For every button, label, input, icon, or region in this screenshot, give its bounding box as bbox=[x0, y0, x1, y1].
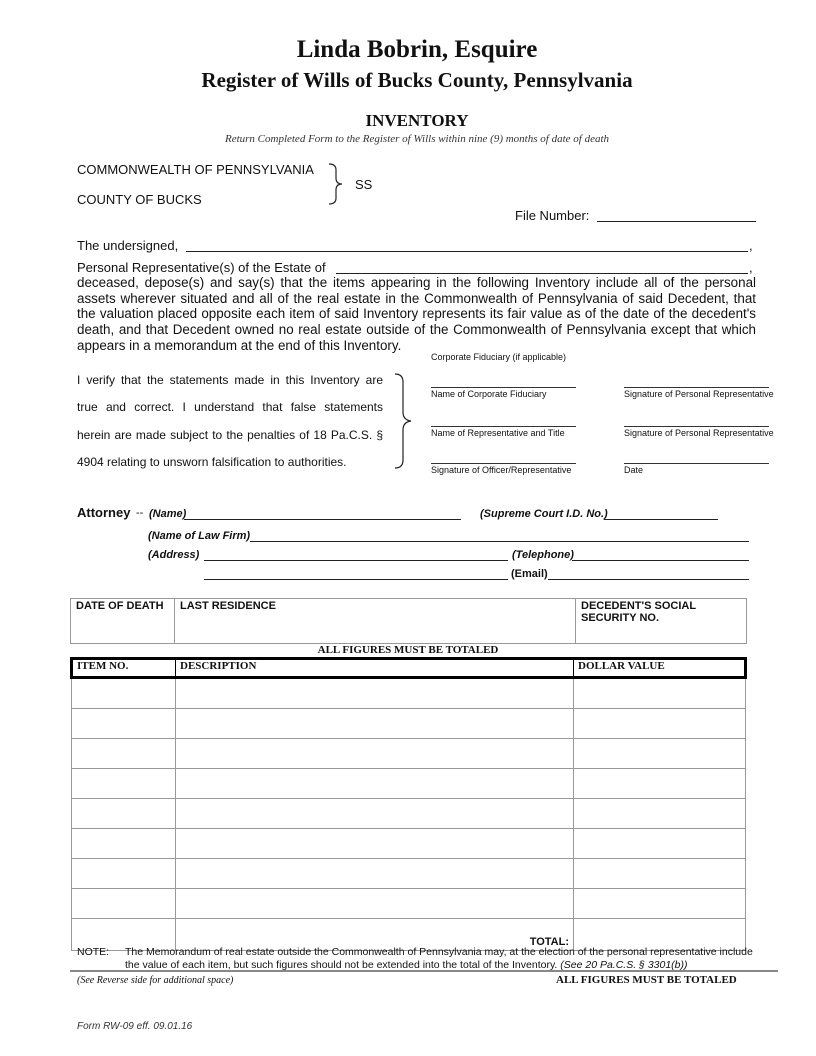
item-no-cell[interactable] bbox=[72, 859, 176, 889]
verify-line-2: true and correct. I understand that false statements bbox=[77, 400, 383, 414]
brace-icon bbox=[393, 372, 415, 470]
sig-label: Signature of Officer/Representative bbox=[431, 465, 572, 475]
last-residence-cell[interactable] bbox=[175, 599, 576, 644]
table-row bbox=[72, 829, 746, 859]
verify-line-1: I verify that the statements made in this Inventory are bbox=[77, 373, 383, 387]
description-cell[interactable] bbox=[176, 829, 574, 859]
table-row bbox=[72, 769, 746, 799]
law-firm-label: (Name of Law Firm) bbox=[148, 530, 251, 542]
sig-label: Signature of Personal Representative bbox=[624, 428, 774, 438]
ssn-label: SECURITY NO. bbox=[581, 612, 660, 624]
ssn-label: DECEDENT'S SOCIAL bbox=[581, 600, 697, 612]
description-cell[interactable] bbox=[176, 859, 574, 889]
court-id-label: (Supreme Court I.D. No.) bbox=[480, 508, 608, 520]
corporate-fiduciary-note: Corporate Fiduciary (if applicable) bbox=[431, 352, 567, 362]
value-cell[interactable] bbox=[574, 799, 746, 829]
decedent-info-table bbox=[70, 598, 747, 644]
last-residence-label: LAST RESIDENCE bbox=[180, 600, 276, 612]
verify-line-3: herein are made subject to the penalties of 18 Pa.C.S. § bbox=[77, 428, 383, 442]
table-row bbox=[72, 709, 746, 739]
sig-label: Signature of Personal Representative bbox=[624, 389, 774, 399]
divider bbox=[70, 970, 778, 972]
office-title: Register of Wills of Bucks County, Pennsylvania bbox=[201, 68, 633, 92]
form-id: Form RW-09 eff. 09.01.16 bbox=[77, 1021, 193, 1032]
telephone-label: (Telephone) bbox=[512, 549, 574, 561]
date-field[interactable] bbox=[624, 463, 769, 464]
county-label: COUNTY OF BUCKS bbox=[77, 192, 202, 207]
item-no-cell[interactable] bbox=[72, 678, 176, 709]
court-id-field[interactable] bbox=[604, 519, 718, 520]
item-no-cell[interactable] bbox=[72, 829, 176, 859]
attorney-name-label: (Name) bbox=[149, 508, 187, 520]
attorney-name-field[interactable] bbox=[184, 519, 461, 520]
undersigned-field[interactable] bbox=[186, 251, 748, 252]
corporate-fiduciary-field[interactable] bbox=[431, 387, 576, 388]
col-dollar-value: DOLLAR VALUE bbox=[574, 659, 746, 678]
estate-field[interactable] bbox=[336, 273, 748, 274]
date-of-death-label: DATE OF DEATH bbox=[76, 600, 164, 612]
signature-field[interactable] bbox=[624, 387, 769, 388]
note-body: The Memorandum of real estate outside the Commonwealth of Pennsylvania may, at the election of the personal representative include the value of each item, but such figures should not be extended into the total of the Inventory. bbox=[125, 946, 753, 971]
return-instruction: Return Completed Form to the Register of Wills within nine (9) months of date of death bbox=[224, 133, 610, 145]
law-firm-field[interactable] bbox=[250, 541, 749, 542]
value-cell[interactable] bbox=[574, 859, 746, 889]
email-label: (Email) bbox=[511, 568, 548, 580]
telephone-field[interactable] bbox=[572, 560, 749, 561]
dash: -- bbox=[136, 507, 144, 519]
item-no-cell[interactable] bbox=[72, 799, 176, 829]
col-description: DESCRIPTION bbox=[176, 659, 574, 678]
value-cell[interactable] bbox=[574, 739, 746, 769]
file-number-field[interactable] bbox=[597, 221, 756, 222]
description-cell[interactable] bbox=[176, 769, 574, 799]
ss-label: SS bbox=[355, 177, 373, 192]
value-cell[interactable] bbox=[574, 829, 746, 859]
sig-label: Name of Representative and Title bbox=[431, 428, 565, 438]
address-label: (Address) bbox=[148, 549, 200, 561]
inventory-table bbox=[70, 657, 747, 951]
total-label: TOTAL: bbox=[176, 919, 574, 951]
item-no-cell[interactable] bbox=[72, 889, 176, 919]
value-cell[interactable] bbox=[574, 889, 746, 919]
value-cell[interactable] bbox=[574, 678, 746, 709]
register-name: Linda Bobrin, Esquire bbox=[296, 36, 538, 63]
comma: , bbox=[749, 260, 753, 275]
address-field[interactable] bbox=[204, 560, 508, 561]
table-row bbox=[72, 799, 746, 829]
representative-title-field[interactable] bbox=[431, 426, 576, 427]
value-cell[interactable] bbox=[574, 769, 746, 799]
description-cell[interactable] bbox=[176, 709, 574, 739]
note-label: NOTE: bbox=[77, 946, 110, 958]
table-row bbox=[72, 859, 746, 889]
deposition-text: deceased, depose(s) and say(s) that the items appearing in the following Inventory include all of the personal assets wherever situated and all of the real estate in the Commonwealth of Pennsylvania of said Decedent, that the valuation placed opposite each item of said Inventory represents its fair value as of the date of the decedent's death, and that Decedent owned no real estate outside of the Commonwealth of Pennsylvania except that which appears in a memorandum at the end of this Inventory. bbox=[77, 275, 756, 353]
sig-label: Date bbox=[624, 465, 644, 475]
description-cell[interactable] bbox=[176, 739, 574, 769]
date-of-death-cell[interactable] bbox=[71, 599, 175, 644]
table-row bbox=[72, 889, 746, 919]
totals-footer: ALL FIGURES MUST BE TOTALED bbox=[556, 974, 737, 986]
description-cell[interactable] bbox=[176, 678, 574, 709]
col-item-no: ITEM NO. bbox=[72, 659, 176, 678]
sig-label: Name of Corporate Fiduciary bbox=[431, 389, 547, 399]
note-citation: (See 20 Pa.C.S. § 3301(b)) bbox=[560, 958, 688, 971]
form-title: INVENTORY bbox=[365, 111, 469, 130]
commonwealth-label: COMMONWEALTH OF PENNSYLVANIA bbox=[77, 162, 314, 177]
attorney-label: Attorney bbox=[77, 505, 131, 520]
verify-line-4: 4904 relating to unsworn falsification to authorities. bbox=[77, 455, 347, 469]
item-no-cell[interactable] bbox=[72, 769, 176, 799]
undersigned-label: The undersigned, bbox=[77, 238, 179, 253]
file-number-label: File Number: bbox=[515, 208, 590, 223]
email-field[interactable] bbox=[548, 579, 749, 580]
brace-icon bbox=[326, 162, 346, 206]
officer-signature-field[interactable] bbox=[431, 463, 576, 464]
description-cell[interactable] bbox=[176, 799, 574, 829]
totals-notice: ALL FIGURES MUST BE TOTALED bbox=[317, 644, 499, 656]
estate-label: Personal Representative(s) of the Estate of bbox=[77, 260, 326, 275]
signature-field[interactable] bbox=[624, 426, 769, 427]
table-row bbox=[72, 739, 746, 769]
reverse-side-note: (See Reverse side for additional space) bbox=[77, 975, 234, 986]
value-cell[interactable] bbox=[574, 709, 746, 739]
address-field-2[interactable] bbox=[204, 579, 508, 580]
item-no-cell[interactable] bbox=[72, 709, 176, 739]
item-no-cell[interactable] bbox=[72, 739, 176, 769]
note-text bbox=[125, 946, 765, 971]
table-row bbox=[72, 678, 746, 709]
ssn-cell[interactable] bbox=[576, 599, 747, 644]
description-cell[interactable] bbox=[176, 889, 574, 919]
comma: , bbox=[749, 238, 753, 253]
